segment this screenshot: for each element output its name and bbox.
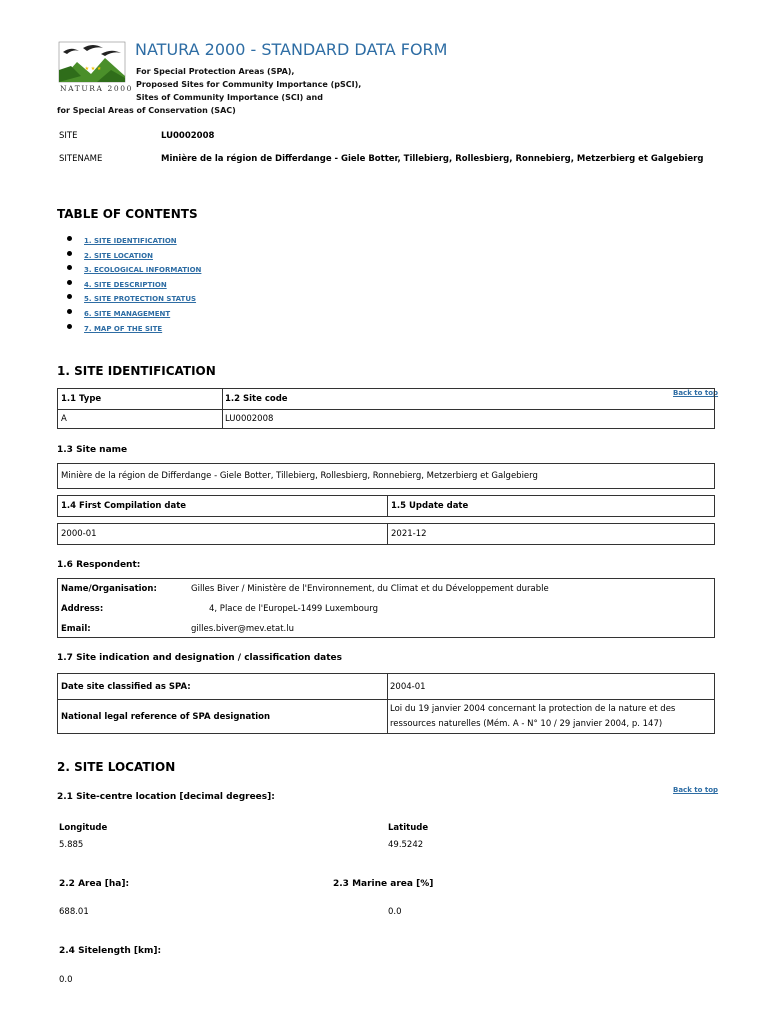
- back-to-top-link[interactable]: Back to top: [673, 389, 719, 397]
- address-value: 4, Place de l'EuropeL-1499 Luxembourg: [209, 604, 378, 614]
- marine-area-value: 0.0: [388, 907, 402, 917]
- email-value: gilles.biver@mev.etat.lu: [191, 624, 294, 634]
- toc-link-map-of-the-site[interactable]: 7. MAP OF THE SITE: [84, 324, 163, 333]
- type-label: 1.1 Type: [61, 394, 102, 404]
- type-code-table: [57, 388, 715, 429]
- site-name-value: Minière de la région de Differdange - Giele Botter, Tillebierg, Rollesbierg, Ronnebierg, Metzerbierg et Galgebierg: [61, 471, 538, 481]
- longitude-value: 5.885: [59, 840, 84, 850]
- spa-reference-line-1: Loi du 19 janvier 2004 concernant la protection de la nature et des: [390, 704, 676, 714]
- email-label: Email:: [61, 624, 91, 634]
- toc-title: TABLE OF CONTENTS: [57, 207, 198, 221]
- area-value: 688.01: [59, 907, 89, 917]
- latitude-value: 49.5242: [388, 840, 424, 850]
- area-heading: 2.2 Area [ha]:: [59, 879, 130, 889]
- longitude-label: Longitude: [59, 823, 108, 833]
- bullet: [67, 309, 72, 314]
- spa-reference-label: National legal reference of SPA designation: [61, 712, 271, 722]
- toc-link-site-description[interactable]: 4. SITE DESCRIPTION: [84, 280, 167, 289]
- bullet: [67, 324, 72, 329]
- page-title: NATURA 2000 - STANDARD DATA FORM: [135, 40, 448, 59]
- site-code-label: 1.2 Site code: [225, 394, 288, 404]
- spa-reference-line-2: ressources naturelles (Mém. A - N° 10 / 29 janvier 2004, p. 147): [390, 719, 663, 729]
- latitude-label: Latitude: [388, 823, 429, 833]
- dates-header-table: [57, 495, 715, 517]
- type-value: A: [61, 414, 67, 424]
- subtitle-line: Sites of Community Importance (SCI) and: [136, 93, 323, 102]
- bullet: [67, 251, 72, 256]
- site-centre-heading: 2.1 Site-centre location [decimal degrees]:: [57, 792, 275, 802]
- sitelength-heading: 2.4 Sitelength [km]:: [59, 946, 162, 956]
- site-label: SITE: [59, 131, 78, 141]
- section-2-title: 2. SITE LOCATION: [57, 760, 176, 774]
- logo-text: NATURA 2000: [60, 84, 134, 93]
- sitename-value: Minière de la région de Differdange - Giele Botter, Tillebierg, Rollesbierg, Ronnebierg, Metzerbierg et Galgebierg: [161, 154, 704, 164]
- subtitle-line: for Special Areas of Conservation (SAC): [57, 106, 236, 115]
- first-compilation-label: 1.4 First Compilation date: [61, 501, 187, 511]
- svg-text:★ ★ ★: ★ ★ ★: [84, 66, 102, 72]
- section-1-title: 1. SITE IDENTIFICATION: [57, 364, 216, 378]
- respondent-table: [57, 578, 715, 638]
- bullet: [67, 280, 72, 285]
- toc-link-site-management[interactable]: 6. SITE MANAGEMENT: [84, 309, 171, 318]
- first-compilation-value: 2000-01: [61, 529, 97, 539]
- toc-link-site-identification[interactable]: 1. SITE IDENTIFICATION: [84, 237, 177, 245]
- marine-area-heading: 2.3 Marine area [%]: [333, 879, 434, 889]
- toc-link-site-location[interactable]: 2. SITE LOCATION: [84, 251, 153, 260]
- toc-link-ecological-information[interactable]: 3. ECOLOGICAL INFORMATION: [84, 266, 202, 275]
- subtitle-line: Proposed Sites for Community Importance (pSCI),: [136, 80, 362, 89]
- respondent-heading: 1.6 Respondent:: [57, 560, 141, 570]
- back-to-top-link[interactable]: Back to top: [673, 786, 719, 794]
- update-date-value: 2021-12: [391, 529, 427, 539]
- natura-logo-graphic: [57, 40, 129, 86]
- update-date-label: 1.5 Update date: [391, 501, 469, 511]
- name-organisation-value: Gilles Biver / Ministère de l'Environnement, du Climat et du Développement durable: [191, 584, 549, 594]
- designation-heading: 1.7 Site indication and designation / classification dates: [57, 653, 342, 663]
- toc-link-site-protection-status[interactable]: 5. SITE PROTECTION STATUS: [84, 295, 197, 304]
- designation-table: [57, 673, 715, 734]
- sitelength-value: 0.0: [59, 975, 73, 985]
- bullet: [67, 236, 72, 241]
- site-name-box: [57, 463, 715, 489]
- sitename-label: SITENAME: [59, 154, 103, 164]
- site-code-value: LU0002008: [225, 414, 274, 424]
- address-label: Address:: [61, 604, 104, 614]
- subtitle-line: For Special Protection Areas (SPA),: [136, 67, 295, 76]
- spa-date-value: 2004-01: [390, 682, 426, 692]
- bullet: [67, 294, 72, 299]
- bullet: [67, 265, 72, 270]
- spa-date-label: Date site classified as SPA:: [61, 682, 191, 692]
- site-name-heading: 1.3 Site name: [57, 445, 128, 455]
- name-organisation-label: Name/Organisation:: [61, 584, 157, 594]
- site-value: LU0002008: [161, 131, 215, 141]
- dates-value-table: [57, 523, 715, 545]
